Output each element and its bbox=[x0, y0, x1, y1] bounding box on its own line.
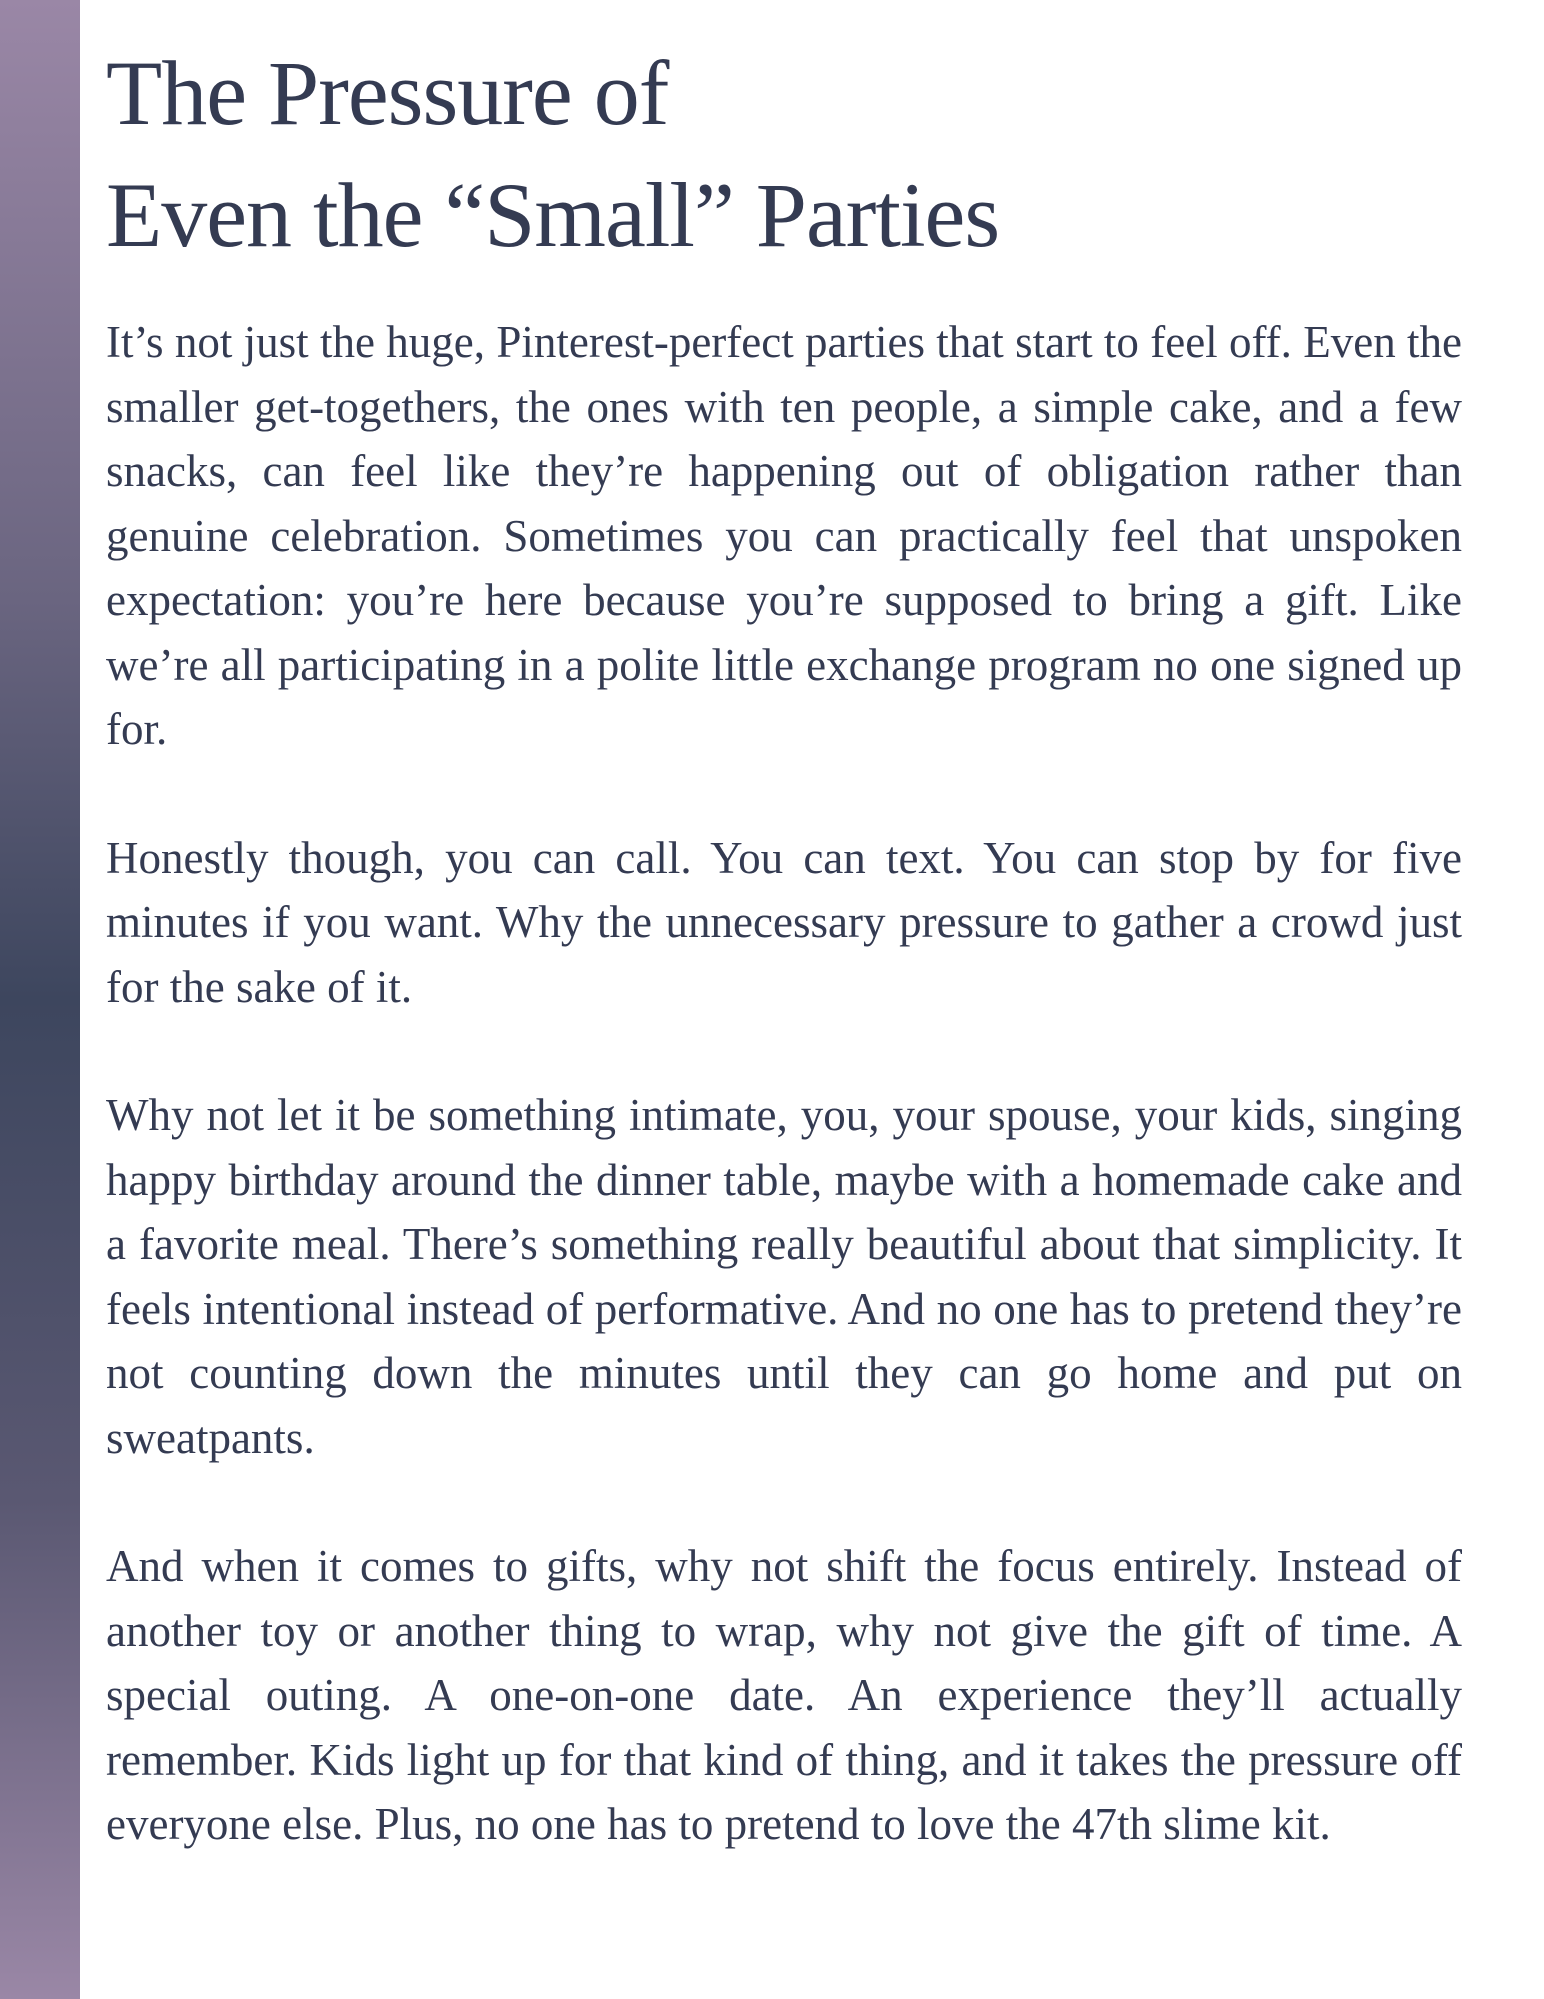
page-title bbox=[106, 32, 1462, 276]
decorative-side-bar bbox=[0, 0, 80, 1999]
paragraph-4: And when it comes to gifts, why not shift the focus entirely. Instead of another toy or another thing to wrap, why not give the gift of time. A special outing. A one-on-one date. An experience they’ll actually remember. Kids light up for that kind of thing, and it takes the pressure off everyone else. Plus, no one has to pretend to love the 47th slime kit. bbox=[106, 1541, 1462, 1849]
title-line-1: The Pressure of bbox=[106, 42, 669, 144]
title-line-2: Even the “Small” Parties bbox=[106, 164, 1000, 266]
paragraph-2: Honestly though, you can call. You can text. You can stop by for five minutes if you want. Why the unnecessary pressure to gather a crowd just for the sake of it. bbox=[106, 832, 1462, 1012]
article bbox=[106, 32, 1462, 1857]
paragraph-3: Why not let it be something intimate, you, your spouse, your kids, singing happy birthday around the dinner table, maybe with a homemade cake and a favorite meal. There’s something really beautiful about that simplicity. It feels intentional instead of performative. And no one has to pretend they’re not counting down the minutes until they can go home and put on sweatpants. bbox=[106, 1090, 1462, 1463]
paragraph-1: It’s not just the huge, Pinterest-perfect parties that start to feel off. Even the smaller get-togethers, the ones with ten people, a simple cake, and a few snacks, can feel like they’re happening out of obligation rather than genuine celebration. Sometimes you can practically feel that unspoken expectation: you’re here because you’re supposed to bring a gift. Like we’re all participating in a polite little exchange program no one signed up for. bbox=[106, 317, 1462, 754]
